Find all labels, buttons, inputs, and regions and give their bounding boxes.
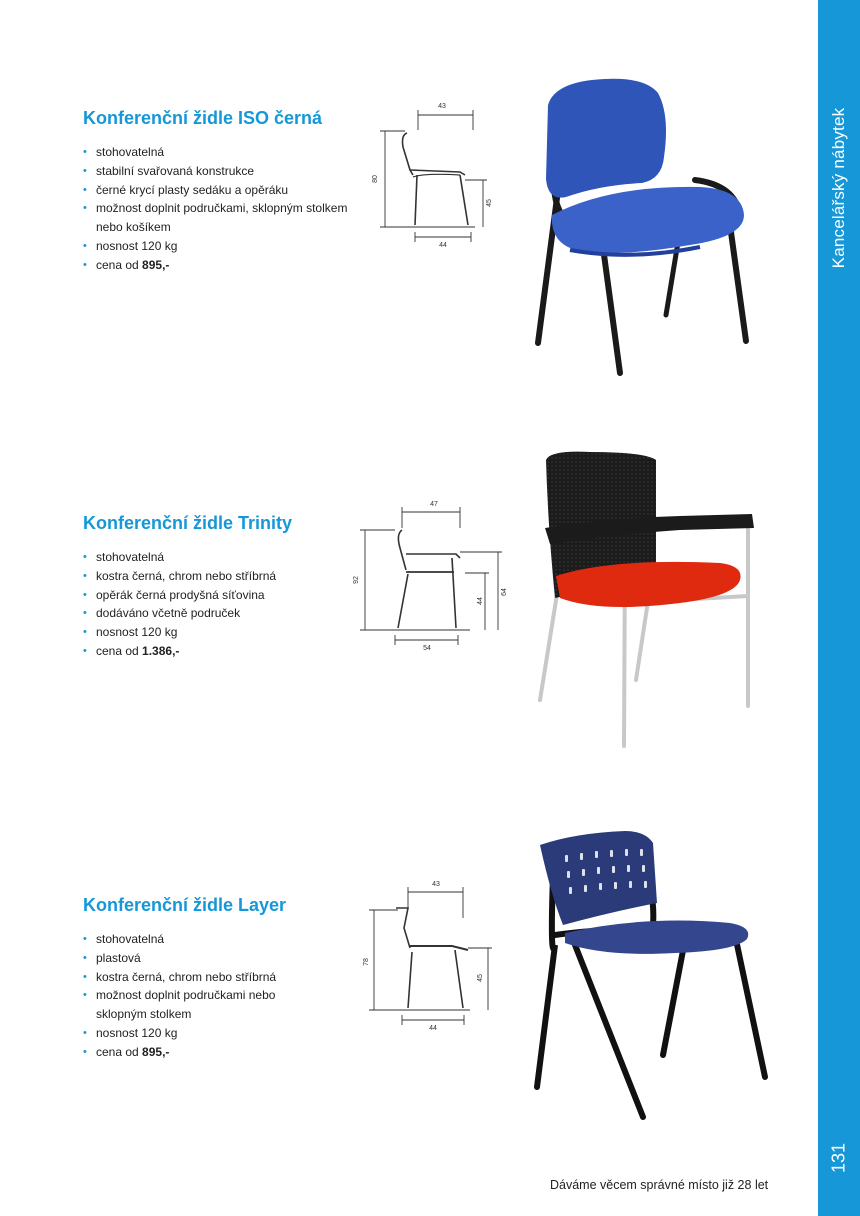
- feature-item: • nosnost 120 kg: [83, 1024, 383, 1043]
- price-label: cena od: [96, 1044, 139, 1059]
- feature-item: • stohovatelná: [83, 548, 383, 567]
- price-item: [83, 642, 383, 661]
- side-bar: [818, 0, 860, 1216]
- dim-width: 43: [438, 103, 446, 110]
- feature-item: • nosnost 120 kg: [83, 623, 383, 642]
- dimension-drawing-layer: [360, 878, 500, 1032]
- dim-height: 92: [353, 576, 360, 584]
- price-label: cena od: [96, 643, 139, 658]
- dim-seat-height: 44: [477, 597, 484, 605]
- dim-depth: 44: [429, 1025, 437, 1032]
- dim-depth: 54: [423, 645, 431, 652]
- feature-item: • kostra černá, chrom nebo stříbrná: [83, 968, 383, 987]
- feature-item: • plastová: [83, 949, 383, 968]
- chair-photo-trinity: [530, 448, 765, 753]
- chair-photo-layer: [525, 825, 775, 1135]
- product-title: Konferenční židle Layer: [83, 895, 287, 915]
- feature-item: • stohovatelná: [83, 930, 383, 949]
- dim-height: 80: [372, 175, 379, 183]
- chair-photo-iso: [530, 75, 765, 380]
- price-item: [83, 256, 383, 275]
- feature-list: [83, 930, 383, 1062]
- feature-item: • stohovatelná: [83, 143, 383, 162]
- price-value: 1.386,-: [142, 643, 180, 658]
- feature-item: • černé krycí plasty sedáku a opěráku: [83, 181, 383, 200]
- feature-list: [83, 143, 383, 275]
- price-value: 895,-: [142, 257, 170, 272]
- dim-seat-height: 45: [486, 199, 493, 207]
- price-label: cena od: [96, 257, 139, 272]
- dim-height: 78: [363, 958, 370, 966]
- price-item: [83, 1043, 383, 1062]
- dimension-drawing-iso: [365, 95, 510, 255]
- feature-item: • nosnost 120 kg: [83, 237, 383, 256]
- product-iso: [83, 108, 383, 275]
- feature-item: • opěrák černá prodyšná síťovina: [83, 586, 383, 605]
- feature-item: • stabilní svařovaná konstrukce: [83, 162, 383, 181]
- product-trinity: [83, 513, 383, 661]
- dimension-drawing-trinity: [350, 498, 510, 653]
- footer-slogan: Dáváme věcem správné místo již 28 let: [550, 1178, 769, 1192]
- dim-depth: 44: [439, 242, 447, 249]
- dim-armrest-height: 64: [501, 588, 508, 596]
- feature-list: [83, 548, 383, 661]
- section-title: Kancelářský nábytek: [829, 107, 848, 269]
- dim-width: 43: [432, 881, 440, 888]
- page-number: 131: [828, 1142, 849, 1174]
- price-value: 895,-: [142, 1044, 170, 1059]
- feature-item: • dodáváno včetně područek: [83, 604, 383, 623]
- product-title: Konferenční židle Trinity: [83, 513, 293, 533]
- feature-item: • kostra černá, chrom nebo stříbrná: [83, 567, 383, 586]
- dim-width: 47: [430, 501, 438, 508]
- dim-seat-height: 45: [477, 974, 484, 982]
- product-layer: [83, 895, 383, 1062]
- feature-item: • možnost doplnit područkami, sklopným stolkem nebo košíkem: [83, 199, 356, 237]
- product-title: Konferenční židle ISO černá: [83, 108, 323, 128]
- feature-item: • možnost doplnit područkami nebo sklopným stolkem: [83, 986, 296, 1024]
